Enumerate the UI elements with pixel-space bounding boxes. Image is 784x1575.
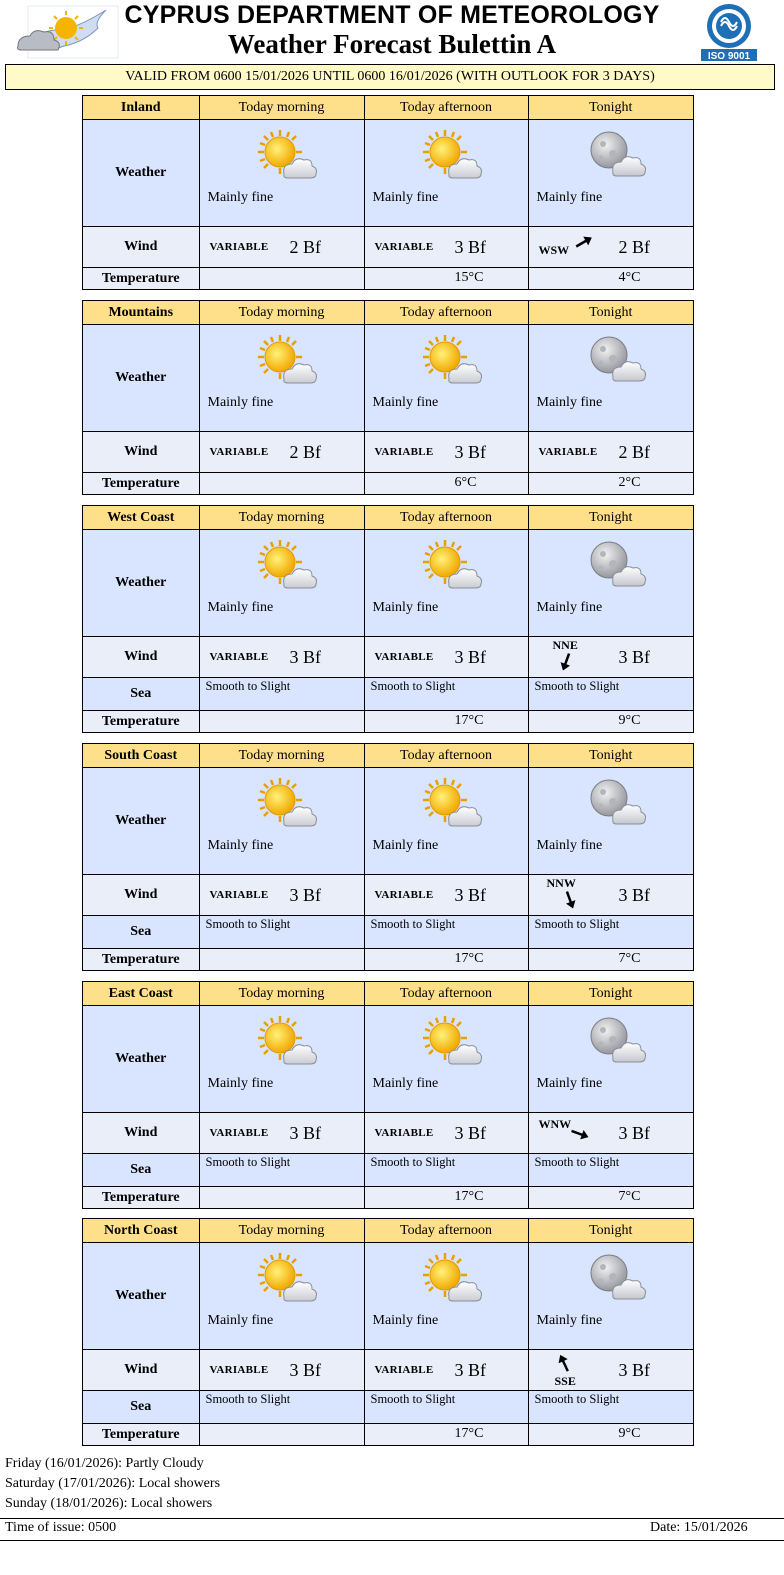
moon-cloud-icon xyxy=(583,776,647,832)
wind-force: 3 Bf xyxy=(289,1123,321,1143)
weather-description: Mainly fine xyxy=(207,395,274,410)
sun-cloud-icon xyxy=(254,333,318,389)
temperature-cell xyxy=(199,711,364,733)
sea-cell xyxy=(528,678,693,711)
wind-force: 3 Bf xyxy=(454,237,486,257)
weather-description: Mainly fine xyxy=(207,600,274,615)
period-header: Tonight xyxy=(528,982,693,1006)
temperature-cell xyxy=(199,1187,364,1209)
weather-description: Mainly fine xyxy=(372,190,439,205)
row-label-weather: Weather xyxy=(83,1243,199,1350)
region-east-coast xyxy=(82,981,694,1209)
weather-description: Mainly fine xyxy=(372,1076,439,1091)
wind-cell xyxy=(364,637,528,678)
period-header: Today afternoon xyxy=(364,1219,528,1243)
period-header: Today afternoon xyxy=(364,96,528,120)
weather-description: Mainly fine xyxy=(207,1313,274,1328)
sun-cloud-icon xyxy=(419,333,483,389)
region-name: Inland xyxy=(83,96,199,120)
wind-force: 3 Bf xyxy=(618,647,650,667)
wind-direction: VARIABLE xyxy=(209,1364,269,1376)
weather-description: Mainly fine xyxy=(207,1076,274,1091)
temperature-cell xyxy=(199,268,364,290)
weather-cell xyxy=(364,325,528,432)
sea-cell xyxy=(199,1391,364,1424)
sun-cloud-icon xyxy=(419,538,483,594)
temperature-value: 4°C xyxy=(618,270,641,285)
weather-cell xyxy=(199,120,364,227)
wind-direction: WSW xyxy=(538,243,570,257)
weather-description: Mainly fine xyxy=(372,1313,439,1328)
wind-force: 3 Bf xyxy=(289,647,321,667)
region-name: South Coast xyxy=(83,744,199,768)
weather-description: Mainly fine xyxy=(536,395,603,410)
period-header: Today morning xyxy=(199,982,364,1006)
time-of-issue: Time of issue: 0500 xyxy=(5,1520,117,1535)
sea-cell xyxy=(364,1391,528,1424)
period-header: Today morning xyxy=(199,1219,364,1243)
period-header: Tonight xyxy=(528,506,693,530)
period-header: Today morning xyxy=(199,506,364,530)
sea-state: Smooth to Slight xyxy=(534,1392,620,1406)
temperature-value: 17°C xyxy=(454,713,484,728)
wind-direction: VARIABLE xyxy=(209,446,269,458)
period-header: Today morning xyxy=(199,96,364,120)
row-label-sea: Sea xyxy=(83,1154,199,1187)
row-label-sea: Sea xyxy=(83,678,199,711)
temperature-value: 17°C xyxy=(454,1426,484,1441)
region-name: North Coast xyxy=(83,1219,199,1243)
sea-state: Smooth to Slight xyxy=(205,679,291,693)
row-label-sea: Sea xyxy=(83,916,199,949)
forecast-table xyxy=(83,982,693,1208)
row-label-temperature: Temperature xyxy=(83,711,199,733)
temperature-cell xyxy=(528,473,693,495)
period-header: Today afternoon xyxy=(364,301,528,325)
temperature-value: 9°C xyxy=(618,713,641,728)
weather-cell xyxy=(364,1243,528,1350)
moon-cloud-icon xyxy=(583,1251,647,1307)
row-label-weather: Weather xyxy=(83,1006,199,1113)
moon-cloud-icon xyxy=(583,128,647,184)
wind-arrow-icon xyxy=(553,1352,575,1374)
outlook-day: Sunday (18/01/2026): Local showers xyxy=(5,1496,213,1511)
wind-cell xyxy=(364,432,528,473)
sea-state: Smooth to Slight xyxy=(205,1155,291,1169)
region-north-coast xyxy=(82,1218,694,1446)
weather-cell xyxy=(364,530,528,637)
weather-cell xyxy=(528,325,693,432)
wind-force: 3 Bf xyxy=(618,1360,650,1380)
weather-cell xyxy=(199,1006,364,1113)
wind-direction: VARIABLE xyxy=(374,889,434,901)
region-west-coast xyxy=(82,505,694,733)
forecast-table xyxy=(83,506,693,732)
outlook-list xyxy=(5,1454,220,1514)
wind-direction: WNW xyxy=(538,1117,572,1131)
footer-bottom-divider xyxy=(0,1540,784,1541)
temperature-cell xyxy=(364,949,528,971)
sea-cell xyxy=(528,1391,693,1424)
wind-arrow-icon xyxy=(559,889,581,911)
wind-force: 2 Bf xyxy=(289,237,321,257)
issue-date: Date: 15/01/2026 xyxy=(650,1520,748,1535)
wind-cell xyxy=(528,432,693,473)
region-name: East Coast xyxy=(83,982,199,1006)
sun-cloud-icon xyxy=(419,1014,483,1070)
row-label-weather: Weather xyxy=(83,120,199,227)
wind-arrow-icon xyxy=(555,651,577,673)
period-header: Today afternoon xyxy=(364,744,528,768)
wind-force: 3 Bf xyxy=(454,885,486,905)
wind-cell xyxy=(528,227,693,268)
row-label-temperature: Temperature xyxy=(83,268,199,290)
weather-cell xyxy=(528,768,693,875)
wind-cell xyxy=(199,1113,364,1154)
wind-direction: VARIABLE xyxy=(374,651,434,663)
wind-direction: SSE xyxy=(554,1374,576,1388)
row-label-temperature: Temperature xyxy=(83,949,199,971)
sun-cloud-icon xyxy=(254,1014,318,1070)
weather-cell xyxy=(199,530,364,637)
period-header: Today afternoon xyxy=(364,982,528,1006)
temperature-cell xyxy=(528,268,693,290)
temperature-cell xyxy=(364,1187,528,1209)
temperature-value: 17°C xyxy=(454,1189,484,1204)
wind-force: 3 Bf xyxy=(618,885,650,905)
outlook-day: Friday (16/01/2026): Partly Cloudy xyxy=(5,1456,204,1471)
validity-banner: VALID FROM 0600 15/01/2026 UNTIL 0600 16/01/2026 (WITH OUTLOOK FOR 3 DAYS) xyxy=(5,64,775,90)
row-label-wind: Wind xyxy=(83,875,199,916)
row-label-wind: Wind xyxy=(83,637,199,678)
wind-direction: NNW xyxy=(546,876,576,890)
wind-force: 2 Bf xyxy=(289,442,321,462)
period-header: Today morning xyxy=(199,744,364,768)
weather-cell xyxy=(528,530,693,637)
temperature-cell xyxy=(528,1187,693,1209)
wind-force: 2 Bf xyxy=(618,237,650,257)
sea-cell xyxy=(528,1154,693,1187)
temperature-cell xyxy=(199,949,364,971)
temperature-cell xyxy=(199,473,364,495)
sea-state: Smooth to Slight xyxy=(370,1155,456,1169)
sea-state: Smooth to Slight xyxy=(534,917,620,931)
region-name: West Coast xyxy=(83,506,199,530)
sea-state: Smooth to Slight xyxy=(370,1392,456,1406)
weather-description: Mainly fine xyxy=(536,1313,603,1328)
temperature-cell xyxy=(364,1424,528,1446)
sea-cell xyxy=(199,678,364,711)
wind-cell xyxy=(528,1113,693,1154)
wind-cell xyxy=(199,637,364,678)
iso-label: ISO 9001 xyxy=(707,51,751,62)
temperature-cell xyxy=(528,1424,693,1446)
row-label-temperature: Temperature xyxy=(83,1187,199,1209)
wind-direction: VARIABLE xyxy=(538,446,598,458)
temperature-cell xyxy=(528,711,693,733)
wind-direction: VARIABLE xyxy=(374,1127,434,1139)
temperature-cell xyxy=(199,1424,364,1446)
wind-cell xyxy=(364,1113,528,1154)
page-subtitle: Weather Forecast Bulettin A xyxy=(227,29,557,59)
temperature-cell xyxy=(364,268,528,290)
weather-description: Mainly fine xyxy=(536,190,603,205)
sea-state: Smooth to Slight xyxy=(205,917,291,931)
row-label-wind: Wind xyxy=(83,432,199,473)
weather-cell xyxy=(364,1006,528,1113)
wind-force: 3 Bf xyxy=(454,1360,486,1380)
wind-direction: VARIABLE xyxy=(209,241,269,253)
page-title: CYPRUS DEPARTMENT OF METEOROLOGY xyxy=(124,1,660,29)
wind-cell xyxy=(199,432,364,473)
wind-arrow-icon xyxy=(573,231,595,253)
wind-cell xyxy=(528,1350,693,1391)
weather-description: Mainly fine xyxy=(536,1076,603,1091)
sea-cell xyxy=(199,1154,364,1187)
weather-description: Mainly fine xyxy=(536,838,603,853)
wind-direction: VARIABLE xyxy=(209,1127,269,1139)
sun-cloud-icon xyxy=(419,128,483,184)
wind-force: 3 Bf xyxy=(454,1123,486,1143)
sea-state: Smooth to Slight xyxy=(370,917,456,931)
sun-cloud-icon xyxy=(254,128,318,184)
weather-description: Mainly fine xyxy=(536,600,603,615)
forecast-table xyxy=(83,301,693,494)
wind-force: 3 Bf xyxy=(289,1360,321,1380)
temperature-cell xyxy=(528,949,693,971)
wind-cell xyxy=(364,227,528,268)
moon-cloud-icon xyxy=(583,333,647,389)
sea-cell xyxy=(364,1154,528,1187)
period-header: Tonight xyxy=(528,96,693,120)
period-header: Tonight xyxy=(528,301,693,325)
moon-cloud-icon xyxy=(583,1014,647,1070)
row-label-weather: Weather xyxy=(83,325,199,432)
sea-cell xyxy=(364,916,528,949)
wind-cell xyxy=(199,875,364,916)
weather-cell xyxy=(199,768,364,875)
iso-certification-badge xyxy=(699,2,759,62)
weather-cell xyxy=(528,1243,693,1350)
temperature-value: 6°C xyxy=(454,475,477,490)
forecast-table xyxy=(83,1219,693,1445)
row-label-weather: Weather xyxy=(83,768,199,875)
temperature-cell xyxy=(364,473,528,495)
weather-cell xyxy=(364,120,528,227)
sea-state: Smooth to Slight xyxy=(534,1155,620,1169)
wind-cell xyxy=(364,875,528,916)
region-name: Mountains xyxy=(83,301,199,325)
wind-direction: VARIABLE xyxy=(374,241,434,253)
wind-arrow-icon xyxy=(569,1123,591,1145)
wind-force: 2 Bf xyxy=(618,442,650,462)
wind-cell xyxy=(528,875,693,916)
temperature-value: 17°C xyxy=(454,951,484,966)
moon-cloud-icon xyxy=(583,538,647,594)
period-header: Today afternoon xyxy=(364,506,528,530)
region-inland xyxy=(82,95,694,290)
wind-direction: VARIABLE xyxy=(374,446,434,458)
period-header: Tonight xyxy=(528,1219,693,1243)
temperature-value: 9°C xyxy=(618,1426,641,1441)
wind-force: 3 Bf xyxy=(454,647,486,667)
forecast-table xyxy=(83,744,693,970)
sea-cell xyxy=(199,916,364,949)
sea-state: Smooth to Slight xyxy=(534,679,620,693)
wind-force: 3 Bf xyxy=(618,1123,650,1143)
period-header: Today morning xyxy=(199,301,364,325)
temperature-value: 7°C xyxy=(618,951,641,966)
row-label-wind: Wind xyxy=(83,1350,199,1391)
wind-cell xyxy=(528,637,693,678)
sea-state: Smooth to Slight xyxy=(205,1392,291,1406)
row-label-temperature: Temperature xyxy=(83,1424,199,1446)
wind-force: 3 Bf xyxy=(454,442,486,462)
sun-cloud-icon xyxy=(254,1251,318,1307)
sea-state: Smooth to Slight xyxy=(370,679,456,693)
temperature-value: 15°C xyxy=(454,270,484,285)
temperature-cell xyxy=(364,711,528,733)
sea-cell xyxy=(364,678,528,711)
sun-cloud-icon xyxy=(254,538,318,594)
wind-cell xyxy=(364,1350,528,1391)
weather-cell xyxy=(199,1243,364,1350)
temperature-value: 7°C xyxy=(618,1189,641,1204)
row-label-sea: Sea xyxy=(83,1391,199,1424)
wind-direction: VARIABLE xyxy=(209,651,269,663)
weather-cell xyxy=(528,120,693,227)
row-label-temperature: Temperature xyxy=(83,473,199,495)
region-mountains xyxy=(82,300,694,495)
temperature-value: 2°C xyxy=(618,475,641,490)
forecast-table xyxy=(83,96,693,289)
sun-cloud-icon xyxy=(419,776,483,832)
wind-cell xyxy=(199,227,364,268)
weather-description: Mainly fine xyxy=(372,395,439,410)
weather-description: Mainly fine xyxy=(207,838,274,853)
footer-divider xyxy=(0,1518,784,1519)
sun-cloud-icon xyxy=(254,776,318,832)
weather-cell xyxy=(528,1006,693,1113)
wind-force: 3 Bf xyxy=(289,885,321,905)
sun-cloud-icon xyxy=(419,1251,483,1307)
weather-cell xyxy=(199,325,364,432)
weather-cell xyxy=(364,768,528,875)
outlook-day: Saturday (17/01/2026): Local showers xyxy=(5,1476,221,1491)
weather-description: Mainly fine xyxy=(372,600,439,615)
wind-direction: NNE xyxy=(552,638,578,652)
row-label-weather: Weather xyxy=(83,530,199,637)
weather-description: Mainly fine xyxy=(372,838,439,853)
row-label-wind: Wind xyxy=(83,1113,199,1154)
sea-cell xyxy=(528,916,693,949)
wind-cell xyxy=(199,1350,364,1391)
wind-direction: VARIABLE xyxy=(374,1364,434,1376)
wind-direction: VARIABLE xyxy=(209,889,269,901)
row-label-wind: Wind xyxy=(83,227,199,268)
period-header: Tonight xyxy=(528,744,693,768)
region-south-coast xyxy=(82,743,694,971)
weather-description: Mainly fine xyxy=(207,190,274,205)
